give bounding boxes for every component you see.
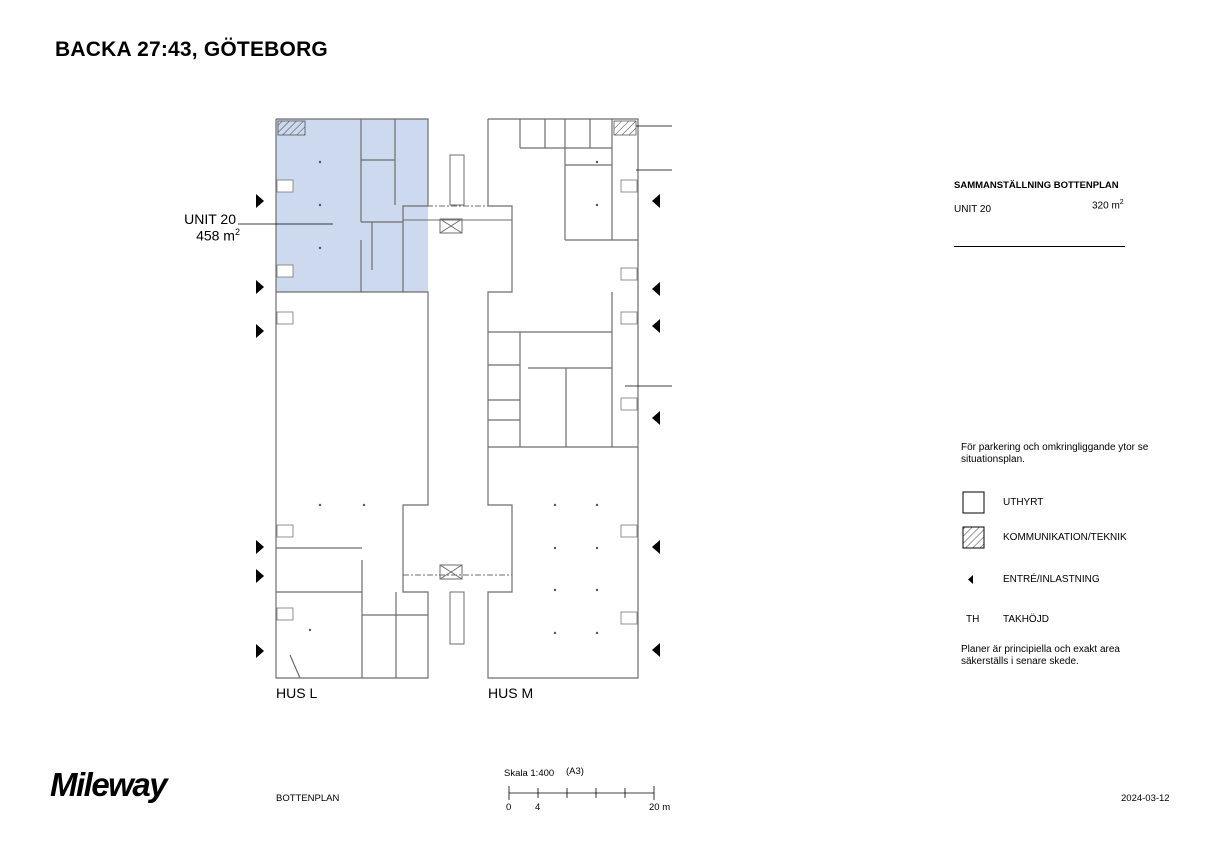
legend-divider xyxy=(954,246,1125,247)
legend-uthyrt-box xyxy=(963,492,984,513)
plans-disclaimer: Planer är principiella och exakt area säkerställs i senare skede. xyxy=(961,644,1120,667)
scale-bar xyxy=(509,786,654,800)
scale-tick-4: 4 xyxy=(535,802,541,813)
unit-label: UNIT 20 xyxy=(184,211,236,227)
legend-label-takhojd: TAKHÖJD xyxy=(1003,614,1049,625)
legend-label-entre: ENTRÉ/INLASTNING xyxy=(1003,574,1100,585)
sheet-name: BOTTENPLAN xyxy=(276,793,340,804)
hus-m-walls xyxy=(488,119,638,678)
legend-heading: SAMMANSTÄLLNING BOTTENPLAN xyxy=(954,180,1119,191)
legend-hatch-box xyxy=(963,527,984,548)
parking-note: För parkering och omkringliggande ytor se situationsplan. xyxy=(961,442,1149,465)
legend-entrance-icon xyxy=(968,575,973,584)
scale-tick-20: 20 m xyxy=(649,802,671,813)
legend-label-uthyrt: UTHYRT xyxy=(1003,497,1044,508)
brand-logo: Mileway xyxy=(50,766,167,803)
legend-label-kommunikation: KOMMUNIKATION/TEKNIK xyxy=(1003,532,1127,543)
page-title: BACKA 27:43, GÖTEBORG xyxy=(55,38,328,61)
technic-room-l xyxy=(278,121,305,135)
paper-size: (A3) xyxy=(566,766,584,777)
unit-area-label: 458 $m^2$ xyxy=(196,227,240,244)
building-label-m: HUS M xyxy=(488,685,534,701)
scale-label: Skala 1:400 xyxy=(504,768,555,779)
technic-room-m xyxy=(614,121,636,135)
sheet-date: 2024-03-12 xyxy=(1121,793,1170,804)
legend-symbol-th: TH xyxy=(966,614,980,625)
legend-unit-name: UNIT 20 xyxy=(954,204,992,215)
legend-unit-area: 320 $m^2$ xyxy=(1092,199,1124,212)
building-label-l: HUS L xyxy=(276,685,318,701)
scale-tick-0: 0 xyxy=(506,802,512,813)
